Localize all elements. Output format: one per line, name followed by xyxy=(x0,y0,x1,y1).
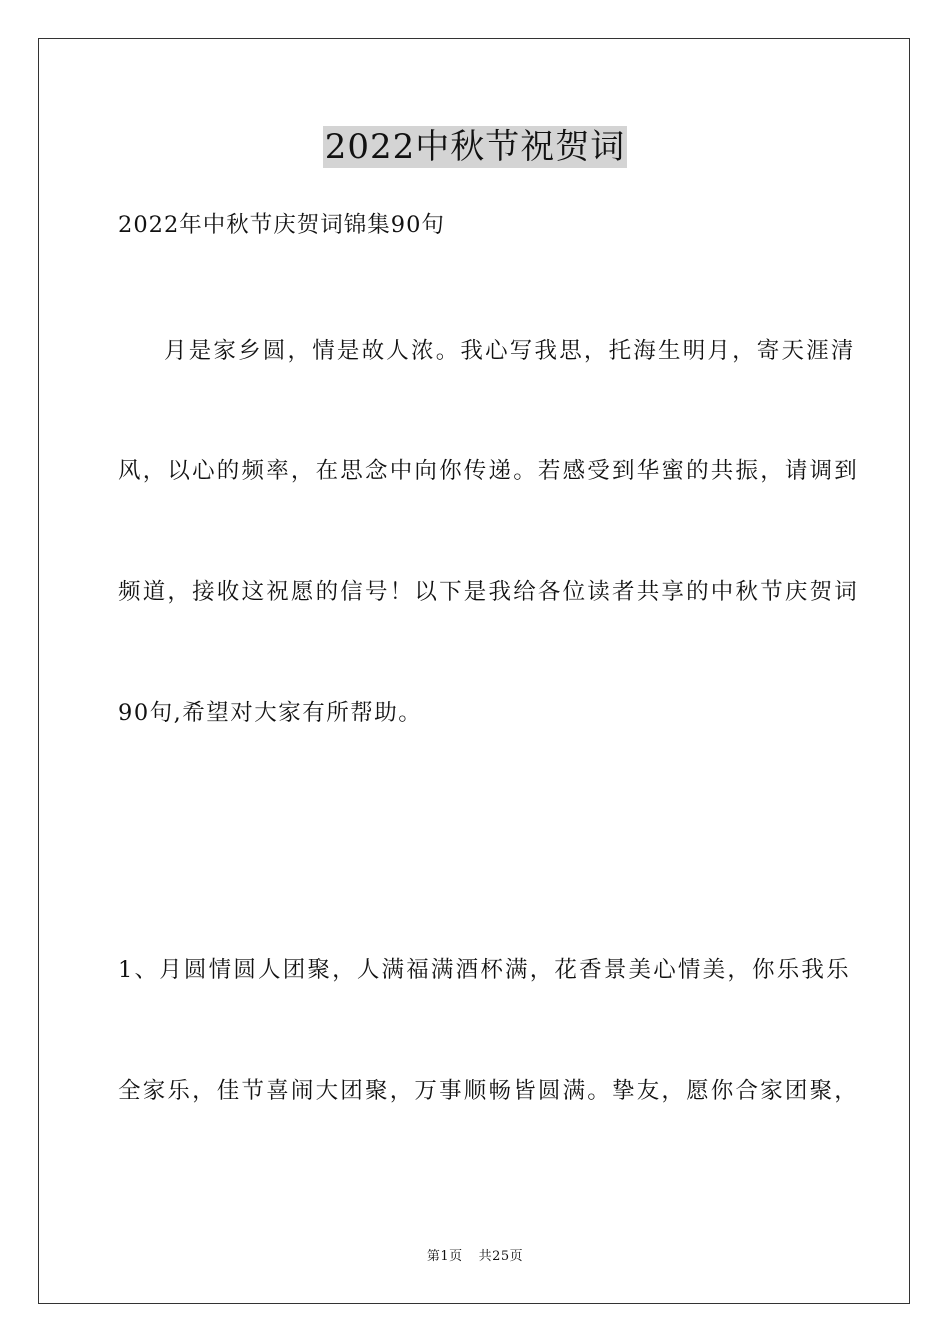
subtitle-line: 2022年中秋节庆贺词锦集90句 xyxy=(118,212,445,238)
body-line: 频道，接收这祝愿的信号！以下是我给各位读者共享的中秋节庆贺词 xyxy=(118,579,860,605)
body-line: 月是家乡圆，情是故人浓。我心写我思，托海生明月，寄天涯清 xyxy=(164,338,856,364)
page-number-total: 共25页 xyxy=(478,1249,524,1264)
page-number-current: 第1页 xyxy=(426,1249,463,1264)
document-title: 2022中秋节祝贺词 xyxy=(324,127,626,167)
page-footer xyxy=(0,1248,950,1266)
body-line: 1、月圆情圆人团聚，人满福满酒杯满，花香景美心情美，你乐我乐 xyxy=(118,957,851,983)
body-line: 风，以心的频率，在思念中向你传递。若感受到华蜜的共振，请调到 xyxy=(118,458,860,484)
body-line: 90句,希望对大家有所帮助。 xyxy=(118,700,423,726)
body-line: 全家乐，佳节喜闹大团聚，万事顺畅皆圆满。挚友，愿你合家团聚， xyxy=(118,1078,860,1104)
title-container xyxy=(0,126,950,168)
